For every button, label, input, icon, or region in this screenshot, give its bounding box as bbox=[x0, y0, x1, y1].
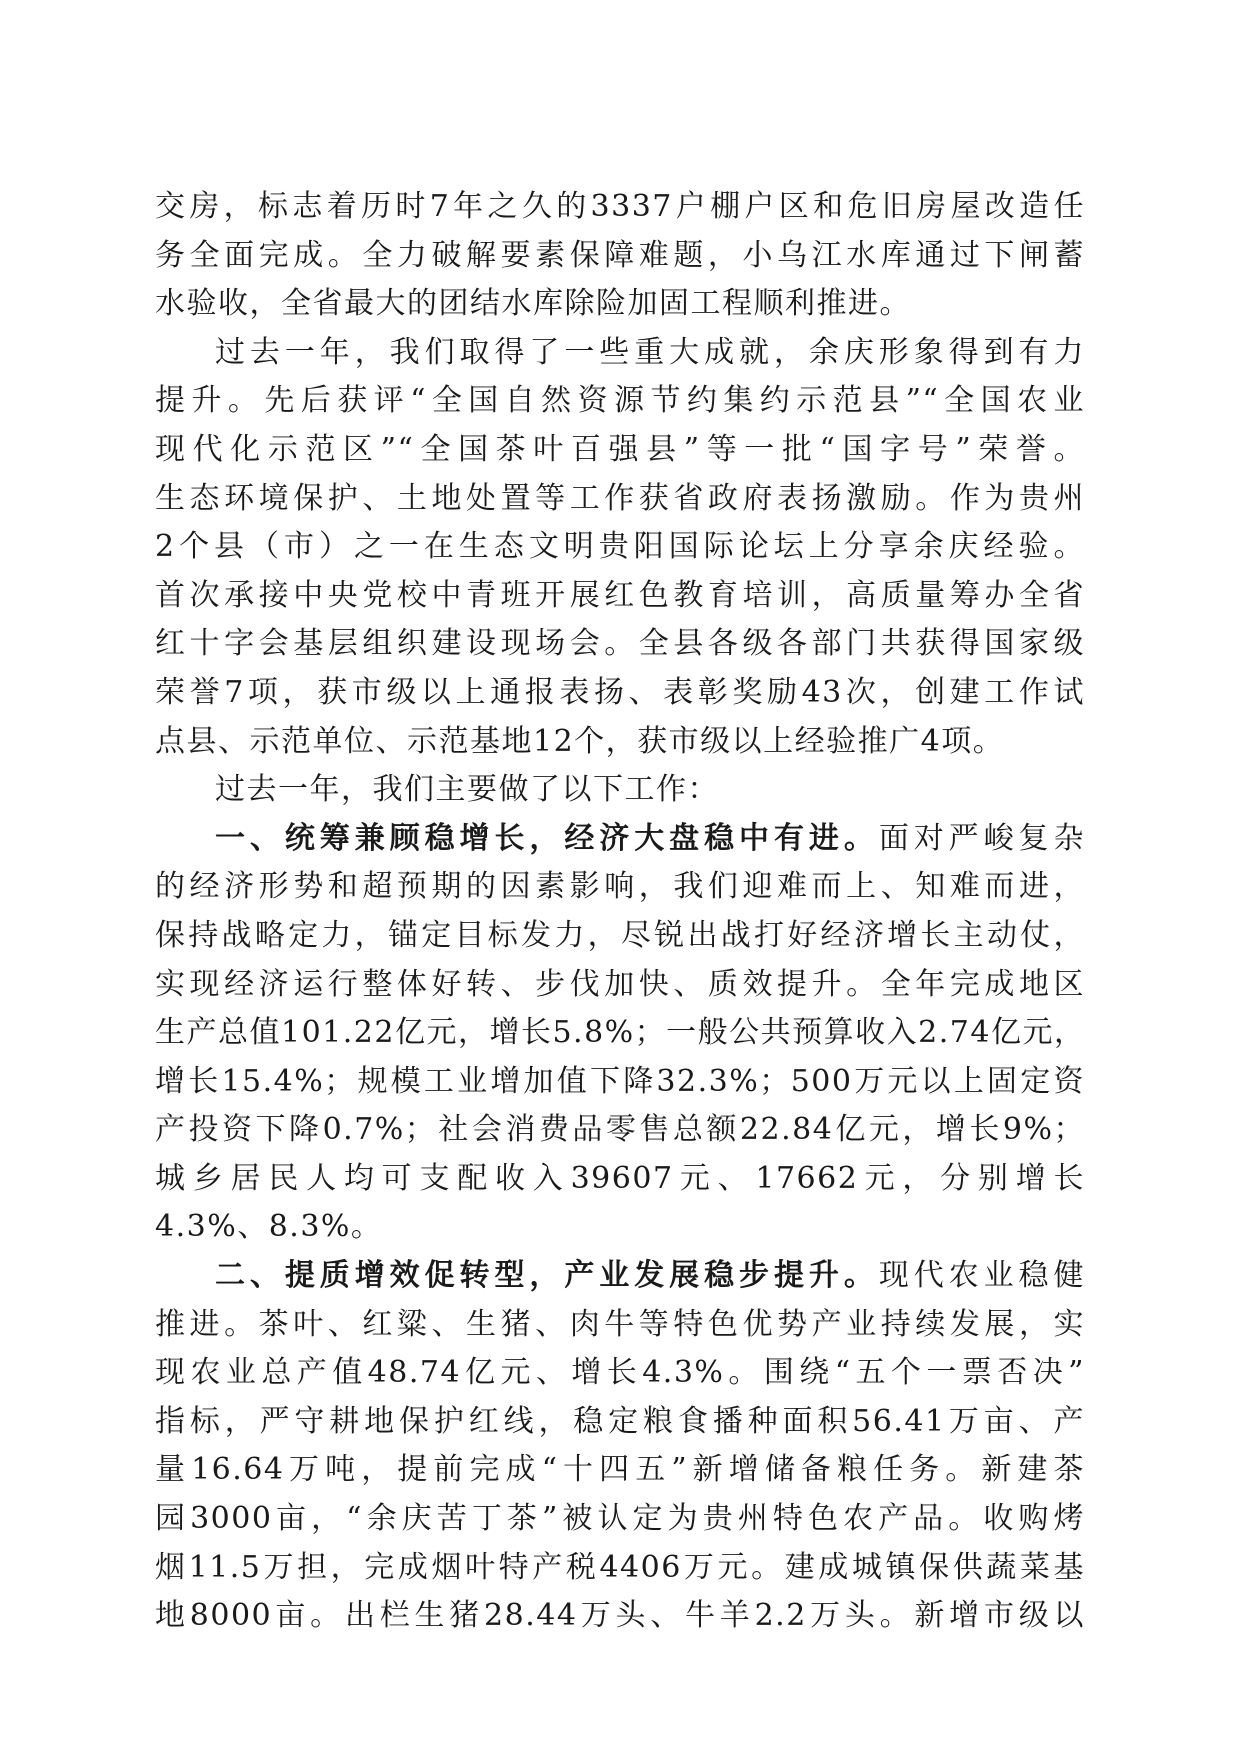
paragraph-5-line-2: 推进。茶叶、红粱、生猪、肉牛等特色优势产业持续发展，实 bbox=[155, 1306, 1085, 1342]
paragraph-5-line-7: 烟11.5万担，完成烟叶特产税4406万元。建成城镇保供蔬菜基 bbox=[155, 1549, 1085, 1585]
section-heading-2: 二、提质增效促转型，产业发展稳步提升。 bbox=[215, 1258, 879, 1294]
paragraph-2-line-2: 提升。先后获评“全国自然资源节约集约示范县”“全国农业 bbox=[155, 383, 1085, 419]
paragraph-4-line-3: 保持战略定力，锚定目标发力，尽锐出战打好经济增长主动仗， bbox=[155, 917, 1085, 953]
paragraph-5-line-3: 现农业总产值48.74亿元、增长4.3%。围绕“五个一票否决” bbox=[155, 1355, 1085, 1391]
paragraph-2-line-7: 红十字会基层组织建设现场会。全县各级各部门共获得国家级 bbox=[155, 626, 1085, 662]
paragraph-2-line-1: 过去一年，我们取得了一些重大成就，余庆形象得到有力 bbox=[215, 334, 1085, 370]
paragraph-1-line-2: 务全面完成。全力破解要素保障难题，小乌江水库通过下闸蓄 bbox=[155, 237, 1085, 273]
paragraph-5-line-4: 指标，严守耕地保护红线，稳定粮食播种面积56.41万亩、产 bbox=[155, 1403, 1085, 1439]
paragraph-4-line-8: 城乡居民人均可支配收入39607元、17662元，分别增长 bbox=[155, 1160, 1085, 1196]
paragraph-5-line-6: 园3000亩，“余庆苦丁茶”被认定为贵州特色农产品。收购烤 bbox=[155, 1501, 1085, 1537]
document-body bbox=[155, 183, 1085, 1641]
paragraph-1-line-3: 水验收，全省最大的团结水库除险加固工程顺利推进。 bbox=[155, 286, 911, 322]
paragraph-5-line-1-rest: 现代农业稳健 bbox=[878, 1258, 1085, 1294]
paragraph-5-line-8: 地8000亩。出栏生猪28.44万头、牛羊2.2万头。新增市级以 bbox=[155, 1598, 1085, 1634]
paragraph-2-line-4: 生态环境保护、土地处置等工作获省政府表扬激励。作为贵州 bbox=[155, 480, 1085, 516]
section-heading-1: 一、统筹兼顾稳增长，经济大盘稳中有进。 bbox=[215, 820, 879, 856]
paragraph-2-line-5: 2个县（市）之一在生态文明贵阳国际论坛上分享余庆经验。 bbox=[155, 529, 1085, 565]
paragraph-5-line-1 bbox=[155, 1252, 1085, 1301]
paragraph-3-line-1: 过去一年，我们主要做了以下工作： bbox=[215, 772, 719, 808]
paragraph-4-line-4: 实现经济运行整体好转、步伐加快、质效提升。全年完成地区 bbox=[155, 966, 1085, 1002]
paragraph-4-line-2: 的经济形势和超预期的因素影响，我们迎难而上、知难而进， bbox=[155, 869, 1085, 905]
paragraph-2-line-3: 现代化示范区”“全国茶叶百强县”等一批“国字号”荣誉。 bbox=[155, 431, 1085, 467]
paragraph-5-line-5: 量16.64万吨，提前完成“十四五”新增储备粮任务。新建茶 bbox=[155, 1452, 1085, 1488]
paragraph-4-line-1 bbox=[155, 815, 1085, 864]
paragraph-4-line-9: 4.3%、8.3%。 bbox=[155, 1209, 383, 1245]
paragraph-4-line-6: 增长15.4%；规模工业增加值下降32.3%；500万元以上固定资 bbox=[155, 1063, 1085, 1099]
paragraph-4-line-7: 产投资下降0.7%；社会消费品零售总额22.84亿元，增长9%； bbox=[155, 1112, 1085, 1148]
paragraph-4-line-1-rest: 面对严峻复杂 bbox=[878, 820, 1085, 856]
paragraph-1-line-1: 交房，标志着历时7年之久的3337户棚户区和危旧房屋改造任 bbox=[155, 189, 1085, 224]
paragraph-4-line-5: 生产总值101.22亿元，增长5.8%；一般公共预算收入2.74亿元， bbox=[155, 1015, 1086, 1051]
paragraph-2-line-6: 首次承接中央党校中青班开展红色教育培训，高质量筹办全省 bbox=[155, 577, 1085, 613]
paragraph-2-line-8: 荣誉7项，获市级以上通报表扬、表彰奖励43次，创建工作试 bbox=[155, 674, 1085, 710]
paragraph-2-line-9: 点县、示范单位、示范基地12个，获市级以上经验推广4项。 bbox=[155, 723, 1005, 759]
